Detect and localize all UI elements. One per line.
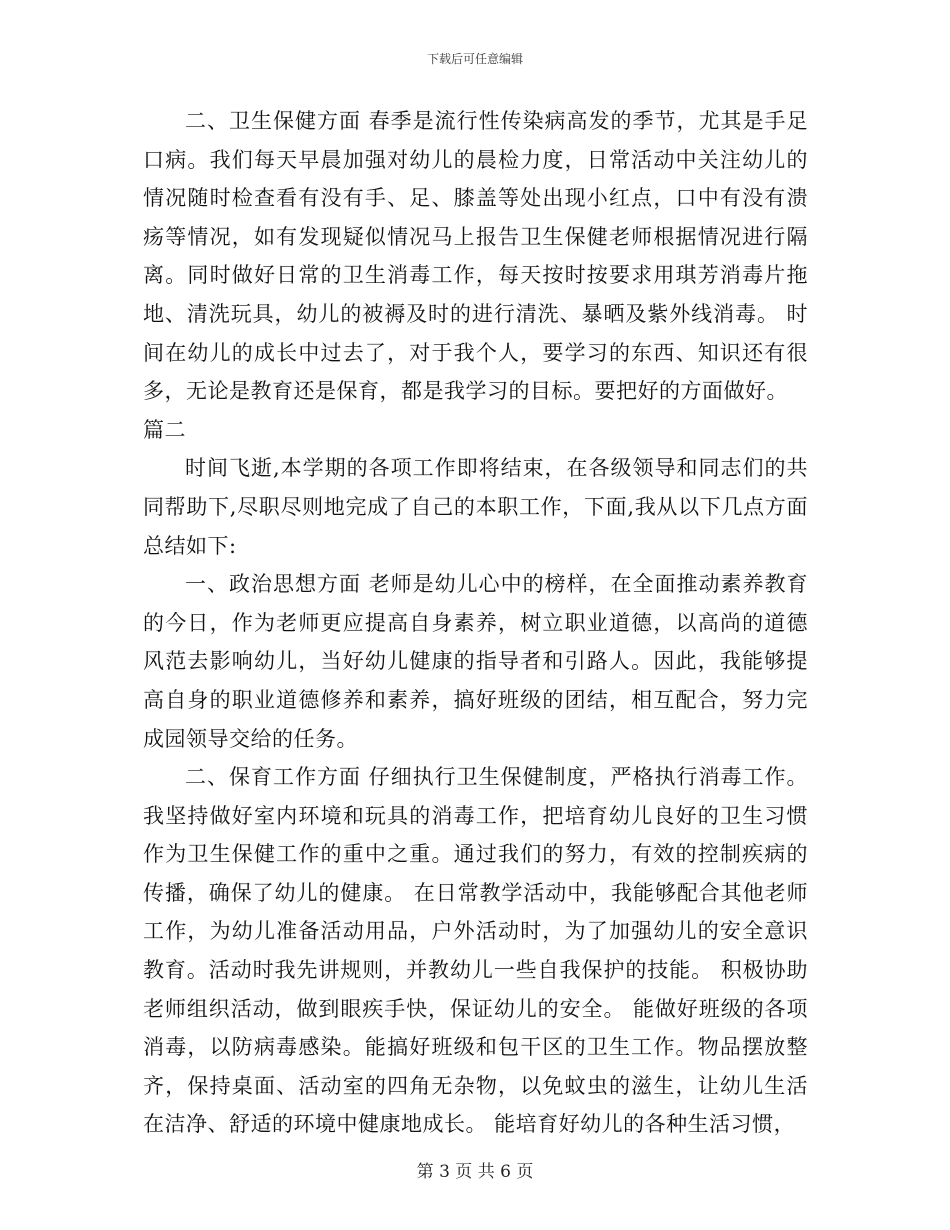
paragraph-political: 一、政治思想方面 老师是幼儿心中的榜样，在全面推动素养教育的今日，作为老师更应提高自身素养，树立职业道德，以高尚的道德风范去影响幼儿，当好幼儿健康的指导者和引路人。因此，我能够提高自身的职业道德修养和素养，搞好班级的团结，相互配合，努力完成园领导交给的任务。 — [143, 572, 808, 751]
paragraph-hygiene: 二、卫生保健方面 春季是流行性传染病高发的季节，尤其是手足口病。我们每天早晨加强对幼儿的晨检力度，日常活动中关注幼儿的情况随时检查看有没有手、足、膝盖等处出现小红点，口中有没有溃疡等情况，如有发现疑似情况马上报告卫生保健老师根据情况进行隔离。同时做好日常的卫生消毒工作，每天按时按要求用琪芳消毒片拖地、清洗玩具，幼儿的被褥及时的进行清洗、暴晒及紫外线消毒。 时间在幼儿的成长中过去了，对于我个人，要学习的东西、知识还有很多，无论是教育还是保育，都是我学习的目标。要把好的方面做好。 — [143, 109, 808, 404]
page-header-note: 下载后可任意编辑 — [426, 52, 523, 66]
document-body — [143, 102, 808, 1144]
paragraph-childcare: 二、保育工作方面 仔细执行卫生保健制度，严格执行消毒工作。我坚持做好室内环境和玩具的消毒工作，把培育幼儿良好的卫生习惯作为卫生保健工作的重中之重。通过我们的努力，有效的控制疾病的传播，确保了幼儿的健康。 在日常教学活动中，我能够配合其他老师工作，为幼儿准备活动用品，户外活动时，为了加强幼儿的安全意识教育。活动时我先讲规则，并教幼儿一些自我保护的技能。 积极协助老师组织活动，做到眼疾手快，保证幼儿的安全。 能做好班级的各项消毒，以防病毒感染。能搞好班级和包干区的卫生工作。物品摆放整齐，保持桌面、活动室的四角无杂物，以免蚊虫的滋生，让幼儿生活在洁净、舒适的环境中健康地成长。 能培育好幼儿的各种生活习惯， — [143, 765, 808, 1137]
section-title-part-two: 篇二 — [143, 417, 186, 442]
page-number-footer: 第 3 页 共 6 页 — [416, 1162, 534, 1182]
paragraph-intro: 时间飞逝,本学期的各项工作即将结束，在各级领导和同志们的共同帮助下,尽职尽则地完成了自己的本职工作，下面,我从以下几点方面总结如下: — [143, 456, 808, 558]
